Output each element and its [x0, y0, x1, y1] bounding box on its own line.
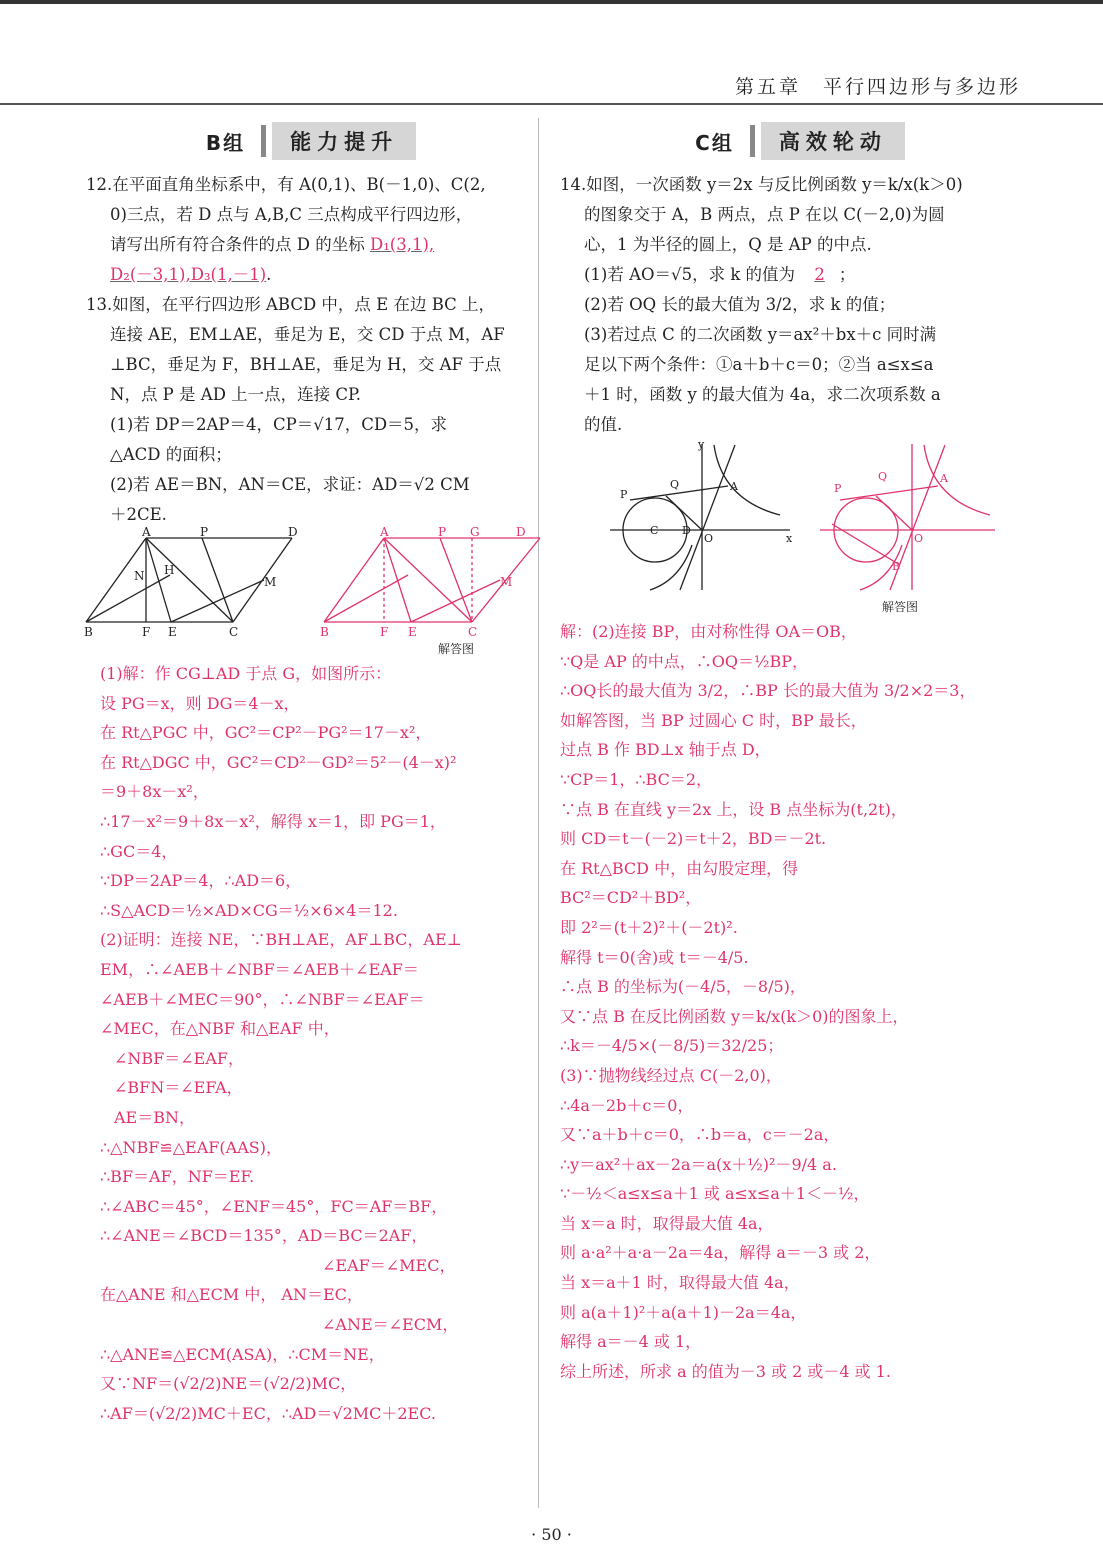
svg-text:E: E [168, 625, 177, 639]
banner-title: 能力提升 [272, 122, 416, 160]
q14-solution [560, 617, 1030, 1386]
q13-line: N，点 P 是 AD 上一点，连接 CP. [110, 385, 362, 404]
q13-line: △ACD 的面积； [110, 445, 232, 464]
header-rule [0, 103, 1103, 105]
svg-text:C: C [468, 625, 478, 639]
solution-line: 则 a(a＋1)²＋a(a＋1)－2a＝4a， [560, 1302, 807, 1322]
svg-text:F: F [380, 625, 389, 639]
answer-graph [820, 444, 995, 590]
svg-text:C: C [650, 524, 659, 537]
solution-line: 又∵点 B 在反比例函数 y＝k/x(k＞0)的图象上， [560, 1006, 909, 1026]
q12-line [86, 260, 526, 290]
solution-line: ∠AEB＋∠MEC＝90°，∴∠NBF＝∠EAF＝ [100, 989, 425, 1009]
solution-line: BC²＝CD²＋BD²， [560, 888, 702, 908]
svg-text:P: P [200, 525, 209, 539]
svg-text:C: C [229, 625, 239, 639]
solution-text: AN＝EC， [281, 1285, 363, 1305]
q14-answer: 2 [814, 265, 825, 284]
solution-line: 如解答图，当 BP 过圆心 C 时，BP 最长， [560, 710, 867, 730]
q14-line [560, 260, 1030, 290]
q12-answer: D₂(－3,1),D₃(1,－1) [110, 265, 267, 284]
q12-line: 12.在平面直角坐标系中，有 A(0,1)、B(－1,0)、C(2, [86, 175, 486, 194]
solution-line: ∴AF＝(√2/2)MC＋EC，∴AD＝√2MC＋2EC. [100, 1403, 436, 1423]
solution-line: ∠BFN＝∠EFA， [114, 1078, 243, 1098]
q14-line: 14.如图，一次函数 y＝2x 与反比例函数 y＝k/x(k＞0) [560, 175, 963, 194]
solution-line: ∵Q是 AP 的中点，∴OQ＝½BP， [560, 651, 809, 671]
q14-line: 心，1 为半径的圆上，Q 是 AP 的中点. [584, 235, 872, 254]
solution-line: AE＝BN， [114, 1107, 195, 1127]
svg-text:P: P [834, 482, 842, 495]
svg-text:A: A [142, 525, 151, 539]
solution-line: 当 x＝a＋1 时，取得最大值 4a， [560, 1273, 800, 1293]
solution-line: 设 PG＝x，则 DG＝4－x， [100, 693, 300, 713]
solution-line: ∴△ANE≌△ECM(ASA)，∴CM＝NE， [100, 1344, 385, 1364]
section-banner-b [86, 122, 526, 160]
solution-line: ∴S△ACD＝½×AD×CG＝½×6×4＝12. [100, 900, 398, 920]
solution-line: (2)证明：连接 NE，∵BH⊥AE，AF⊥BC，AE⊥ [100, 930, 462, 950]
solution-line: ∵DP＝2AP＝4，∴AD＝6， [100, 871, 302, 891]
svg-text:O: O [704, 532, 714, 545]
q14-line: ＋1 时，函数 y 的最大值为 4a，求二次项系数 a [584, 385, 941, 404]
solution-line: ∴k＝－4/5×(－8/5)＝32/25； [560, 1036, 784, 1056]
solution-line: ∴BF＝AF，NF＝EF. [100, 1167, 255, 1187]
svg-text:D: D [288, 525, 298, 539]
solution-text: 在△ANE 和△ECM 中， [100, 1285, 277, 1305]
q12-line [86, 230, 526, 260]
q13-line: 13.如图，在平行四边形 ABCD 中，点 E 在边 BC 上， [86, 295, 496, 314]
banner-divider [261, 125, 266, 157]
solution-line: ∵CP＝1，∴BC＝2， [560, 769, 713, 789]
solution-line: ∠EAF＝∠MEC， [322, 1255, 456, 1275]
solution-line: 解：(2)连接 BP，由对称性得 OA＝OB， [560, 622, 857, 641]
solution-line: ∠NBF＝∠EAF， [114, 1048, 245, 1068]
svg-text:M: M [264, 575, 277, 589]
solution-line: 解得 a＝－4 或 1， [560, 1332, 702, 1352]
q13-solution [86, 659, 526, 1428]
top-border [0, 0, 1103, 4]
svg-text:Q: Q [670, 478, 680, 491]
svg-text:A: A [730, 480, 738, 493]
svg-text:G: G [470, 525, 480, 539]
q12-line: 0)三点，若 D 点与 A,B,C 三点构成平行四边形， [110, 205, 473, 224]
solution-line: 即 2²＝(t＋2)²＋(－2t)². [560, 917, 738, 937]
svg-text:B: B [84, 625, 93, 639]
q13-line: (2)若 AE＝BN，AN＝CE，求证：AD＝√2 CM [110, 475, 470, 494]
svg-text:x: x [786, 532, 793, 545]
banner-title: 高效轮动 [761, 122, 905, 160]
q13-line: ⊥BC，垂足为 F，BH⊥AE，垂足为 H，交 AF 于点 [110, 355, 502, 374]
svg-text:P: P [438, 525, 447, 539]
solution-line [86, 1280, 526, 1310]
svg-text:A: A [380, 525, 389, 539]
answer-graph-labels [834, 470, 949, 573]
solution-line: ∴y＝ax²＋ax－2a＝a(x＋½)²－9/4 a. [560, 1154, 837, 1174]
svg-text:Q: Q [878, 470, 888, 483]
solution-line: EM，∴∠AEB＋∠NBF＝∠AEB＋∠EAF＝ [100, 959, 419, 979]
solution-line: ∴△NBF≌△EAF(AAS)， [100, 1137, 282, 1157]
solution-line: 在 Rt△PGC 中，GC²＝CP²－PG²＝17－x²， [100, 723, 432, 743]
original-graph [610, 444, 790, 590]
solution-line: ∴∠ABC＝45°，∠ENF＝45°，FC＝AF＝BF， [100, 1196, 448, 1216]
chapter-title: 平行四边形与多边形 [822, 76, 1021, 98]
left-figure-caption: 解答图 [437, 642, 474, 656]
svg-text:B: B [892, 560, 901, 573]
q14-line: 足以下两个条件：①a＋b＋c＝0；②当 a≤x≤a [584, 355, 934, 374]
solution-line: 解得 t＝0(舍)或 t＝－4/5. [560, 947, 749, 967]
column-divider [538, 118, 539, 1508]
banner-divider [750, 125, 755, 157]
svg-text:D: D [682, 524, 691, 537]
q14-text: ； [838, 265, 856, 284]
parallelogram-figures [84, 525, 526, 642]
svg-text:F: F [142, 625, 151, 639]
solution-line: 过点 B 作 BD⊥x 轴于点 D， [560, 740, 771, 760]
solution-line: ∴17－x²＝9＋8x－x²，解得 x＝1，即 PG＝1， [100, 811, 446, 831]
solution-line: (3)∵抛物线经过点 C(－2,0)， [560, 1065, 782, 1085]
solution-line: ∠ANE＝∠ECM， [322, 1315, 459, 1335]
solution-line: ∵点 B 在直线 y＝2x 上，设 B 点坐标为(t,2t)， [560, 799, 907, 819]
solution-line: 又∵a＋b＋c＝0，∴b＝a，c＝－2a， [560, 1125, 840, 1145]
solution-line: (1)解：作 CG⊥AD 于点 G，如图所示： [100, 664, 392, 683]
function-figures [610, 440, 1050, 600]
solution-line: 又∵NF＝(√2/2)NE＝(√2/2)MC， [100, 1374, 357, 1394]
solution-line: ＝9＋8x－x²， [100, 782, 209, 802]
solution-line: 则 CD＝t－(－2)＝t＋2，BD＝－2t. [560, 829, 827, 849]
solution-line: ∴OQ长的最大值为 3/2，∴BP 长的最大值为 3/2×2＝3， [560, 681, 976, 701]
svg-text:H: H [164, 563, 175, 577]
q14-text: (1)若 AO＝√5，求 k 的值为 [584, 265, 796, 284]
q12-end: . [266, 265, 272, 284]
solution-line: 在 Rt△DGC 中，GC²＝CD²－GD²＝5²－(4－x)² [100, 752, 457, 772]
svg-text:P: P [620, 488, 628, 501]
q14-line: 的图象交于 A，B 两点，点 P 在以 C(－2,0)为圆 [584, 205, 945, 224]
left-column [86, 122, 526, 1428]
solution-line: ∴4a－2b＋c＝0， [560, 1095, 694, 1115]
q12-prompt: 请写出所有符合条件的点 D 的坐标 [110, 235, 365, 254]
q13-line: 连接 AE，EM⊥AE，垂足为 E，交 CD 于点 M，AF [110, 325, 505, 344]
chapter-label: 第五章 [734, 76, 801, 98]
page-number: · 50 · [531, 1525, 572, 1544]
original-figure [86, 538, 292, 622]
svg-text:A: A [940, 472, 948, 485]
banner-group: B组 [205, 130, 246, 155]
q13-line: ＋2CE. [110, 505, 167, 524]
svg-text:M: M [500, 575, 513, 589]
svg-text:E: E [408, 625, 417, 639]
q14-line: (2)若 OQ 长的最大值为 3/2，求 k 的值； [584, 295, 896, 314]
solution-line: ∴GC＝4， [100, 841, 178, 861]
svg-text:y: y [698, 438, 705, 451]
q13-line: (1)若 DP＝2AP＝4，CP＝√17，CD＝5，求 [110, 415, 448, 434]
q14-line: (3)若过点 C 的二次函数 y＝ax²＋bx＋c 同时满 [584, 325, 937, 344]
solution-line: ∴点 B 的坐标为(－4/5，－8/5)， [560, 977, 806, 997]
solution-line: 综上所述，所求 a 的值为－3 或 2 或－4 或 1. [560, 1361, 891, 1381]
solution-line: 则 a·a²＋a·a－2a＝4a，解得 a＝－3 或 2， [560, 1243, 881, 1263]
right-figure-caption: 解答图 [881, 600, 918, 614]
right-column [560, 122, 1030, 1386]
banner-group: C组 [695, 130, 734, 155]
svg-text:O: O [914, 532, 924, 545]
svg-text:B: B [320, 625, 329, 639]
original-graph-labels [620, 438, 793, 545]
solution-line: 在 Rt△BCD 中，由勾股定理，得 [560, 858, 799, 878]
solution-line: ∵－½＜a≤x≤a＋1 或 a≤x≤a＋1＜－½， [560, 1184, 870, 1204]
section-banner-c [560, 122, 1030, 160]
q14-line: 的值. [584, 415, 623, 434]
solution-line: ∴∠ANE＝∠BCD＝135°，AD＝BC＝2AF， [100, 1226, 428, 1246]
page-header [735, 72, 1021, 99]
q12-answer: D₁(3,1), [369, 235, 435, 254]
solution-line: 当 x＝a 时，取得最大值 4a， [560, 1213, 774, 1233]
solution-line: ∠MEC，在△NBF 和△EAF 中， [100, 1019, 340, 1039]
svg-text:N: N [134, 569, 145, 583]
svg-text:D: D [516, 525, 526, 539]
